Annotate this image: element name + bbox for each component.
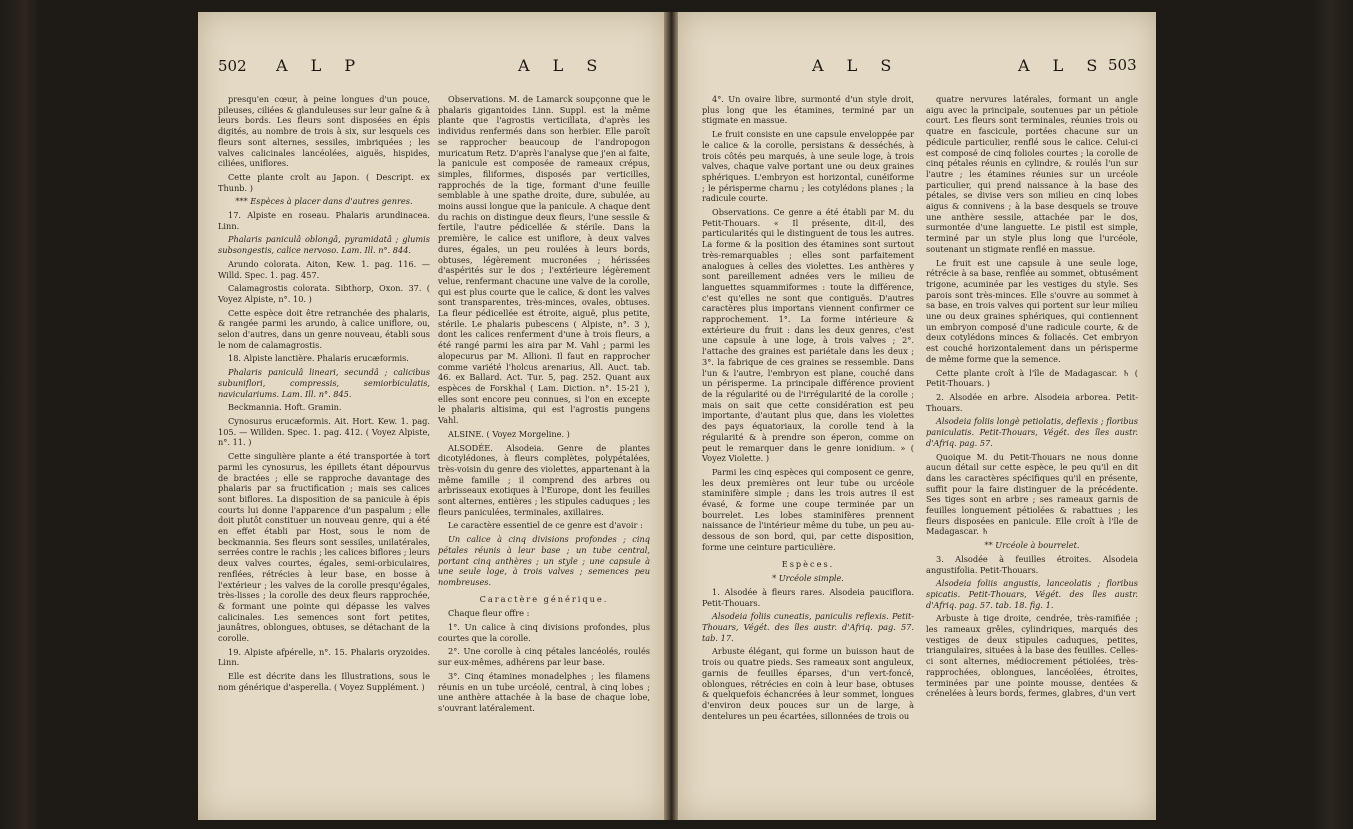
right-head-word-2: A L S xyxy=(1018,56,1107,75)
section-subheading: *** Espèces à placer dans d'autres genres. xyxy=(235,196,413,207)
paragraph: Cette plante croît à l'île de Madagascar. ♄ ( Petit-Thouars. ) xyxy=(926,367,1138,389)
paragraph: Parmi les cinq espèces qui composent ce genre, les deux premières ont leur tube ou urcéole staminifère simple ; dans les trois autres il est évasé, & forme une coupe terminée par un bourrelet. Les lobes staminifères prennent naissance de l'intérieur même du tube, un peu au-dessous de son bord, qui, par cette disposition, forme une ceinture particulière. xyxy=(702,466,914,552)
right-column-2 xyxy=(926,94,1138,702)
paragraph: ALSODÉE. Alsodeia. Genre de plantes dicotylédones, à fleurs complètes, polypétalées, très-voisin du genre des violettes, appartenant à la même famille ; il comprend des arbres ou arbrisseaux exotiques à l'Europe, dont les feuilles sont alternes, entières ; les stipules caduques ; les fleurs paniculées, terminales, axillaires. xyxy=(438,442,650,517)
paragraph: Calamagrostis colorata. Sibthorp, Oxon. 37. ( Voyez Alpiste, n°. 10. ) xyxy=(218,283,430,304)
left-page xyxy=(198,12,664,820)
paragraph: Phalaris paniculâ lineari, secundâ ; calicibus subuniflori, compressis, semiorbiculatis, naviculariums. Lam. Ill. n°. 845. xyxy=(218,367,430,399)
section-subheading: * Urcéole simple. xyxy=(772,573,844,584)
left-head-word-1: A L P xyxy=(276,56,365,75)
paragraph: Alsodeia foliis longè petiolatis, deflexis ; floribus paniculatis. Petit-Thouars, Végét. des îles austr. d'Afriq. pag. 57. xyxy=(926,416,1138,448)
paragraph: 2°. Une corolle à cinq pétales lancéolés, roulés sur eux-mêmes, adhérens par leur base. xyxy=(438,646,650,668)
right-head-word-1: A L S xyxy=(812,56,901,75)
left-column-2 xyxy=(438,94,650,717)
paragraph: 4°. Un ovaire libre, surmonté d'un style droit, plus long que les étamines, terminé par un stigmate en massue. xyxy=(702,94,914,126)
paragraph: Chaque fleur offre : xyxy=(448,608,530,619)
left-head-word-2: A L S xyxy=(518,56,607,75)
paragraph: Observations. Ce genre a été établi par M. du Petit-Thouars. « Il présente, dit-il, des particularités qui le distinguent de tous les autres. La forme & la position des étamines sont surtout très-remarquables ; elles sont parfaitement analogues à celles des violettes. Les anthères y sont pareillement adnées vers le milieu de languettes squammiformes : toute la différence, c'est qu'elles ne sont que contiguës. D'autres caractères plus importans viennent confirmer ce rapprochement. 1°. La forme intérieure & extérieure du fruit : dans les deux genres, c'est une capsule à une loge, à trois valves ; 2°. l'attache des graines est pariétale dans les deux ; 3°. la fabrique de ces graines se ressemble. Dans l'un & l'autre, l'embryon est plane, couché dans un périsperme. La principale différence provient de la régularité ou de l'irrégularité de la corolle ; mais on sait que cette considération est peu importante, d'autant plus que, dans les violettes des pays équatoriaux, la corolle tend à la régularité & à prendre son éperon, comme on peut le remarquer dans le genre ionidium. » ( Voyez Violette. ) xyxy=(702,207,914,464)
paragraph: Cette plante croît au Japon. ( Descript. ex Thunb. ) xyxy=(218,171,430,193)
paragraph: Arundo colorata. Aiton, Kew. 1. pag. 116. — Willd. Spec. 1. pag. 457. xyxy=(218,258,430,280)
paragraph: Cette singulière plante a été transportée à tort parmi les cynosurus, les épillets étant dépourvus de bractées ; elle se rapproche davantage des phalaris par sa fructification ; mais ses calices sont biflores. La disposition de sa panicule à épis courts lui donne l'apparence d'un paspalum ; elle doit plutôt constituer un nouveau genre, qui a été en effet établi par Host, sous le nom de beckmannia. Ses fleurs sont sessiles, unilatérales, serrées contre le rachis ; les calices biflores ; leurs deux valves courtes, égales, semi-orbiculaires, renflées, rétrécies à leur base, en bosse à l'extérieur ; les valves de la corolle presqu'égales, très-lisses ; la corolle des deux fleurs rapprochée, & formant une pointe qui dépasse les valves calicinales. Les semences sont fort petites, jaunâtres, oblongues, obtuses, se détachant de la corolle. xyxy=(218,451,430,644)
right-column-1 xyxy=(702,94,914,724)
right-page-number: 503 xyxy=(1108,56,1137,74)
paragraph: 3°. Cinq étamines monadelphes ; les filamens réunis en un tube urcéolé, central, à cinq lobes ; une anthère attachée à la base de chaque lobe, s'ouvrant latéralement. xyxy=(438,670,650,713)
paragraph: Un calice à cinq divisions profondes ; cinq pétales réunis à leur base ; un tube central, portant cinq anthères ; un style ; une capsule à une seule loge, à trois valves ; semences peu nombreuses. xyxy=(438,534,650,587)
book-gutter xyxy=(664,12,678,820)
paragraph: Alsodeia foliis cuneatis, paniculis reflexis. Petit-Thouars, Végét. des îles austr. d'Afriq. pag. 57. tab. 17. xyxy=(702,611,914,643)
paragraph: Quoique M. du Petit-Thouars ne nous donne aucun détail sur cette espèce, le peu qu'il en dit dans les caractères spécifiques qu'il en présente, suffit pour la faire distinguer de la précédente. Ses tiges sont en arbre ; ses rameaux garnis de feuilles longuement pétiolées & rabattues ; les fleurs disposées en panicule. Elle croît à l'île de Madagascar. ♄ xyxy=(926,451,1138,537)
paragraph: Beckmannia. Hoft. Gramin. xyxy=(228,402,342,413)
left-running-head xyxy=(218,56,648,84)
paragraph: quatre nervures latérales, formant un angle aigu avec la principale, soutenues par un pétiole court. Les fleurs sont terminales, réunies trois ou quatre en fascicule, portées chacune sur un pédicule particulier, renflé sous le calice. Celui-ci est composé de cinq folioles courtes ; la corolle de cinq pétales réunis en cylindre, & roulés l'un sur l'autre ; les étamines réunies sur un urcéole particulier, qui prend naissance à la base des pétales, se divise vers son milieu en cinq lobes aigus & connivens ; à la base desquels se trouve une anthère sessile, attachée par le dos, surmontée d'une languette. Le pistil est simple, terminé par un style plus long que l'urcéole, soutenant un stigmate renflé en massue. xyxy=(926,94,1138,254)
paragraph: Cynosurus erucæformis. Ait. Hort. Kew. 1. pag. 105. — Willden. Spec. 1. pag. 412. ( Voyez Alpiste, n°. 11. ) xyxy=(218,415,430,448)
paragraph: Alsodeia foliis angustis, lanceolatis ; floribus spicatis. Petit-Thouars, Végét. des îles austr. d'Afriq. pag. 57. tab. 18. fig. 1. xyxy=(926,578,1138,610)
paragraph: Phalaris paniculâ oblongâ, pyramidatâ ; glumis subsongestis, calice nervoso. Lam. Ill. n°. 844. xyxy=(218,234,430,256)
paragraph: 2. Alsodée en arbre. Alsodeia arborea. Petit-Thouars. xyxy=(926,391,1138,413)
paragraph: 1°. Un calice à cinq divisions profondes, plus courtes que la corolle. xyxy=(438,622,650,643)
paragraph: Le caractère essentiel de ce genre est d'avoir : xyxy=(448,520,643,531)
paragraph: Arbuste élégant, qui forme un buisson haut de trois ou quatre pieds. Ses rameaux sont anguleux, garnis de feuilles éparses, d'un vert-foncé, oblongues, rétrécies en coin à leur base, obtuses & quelquefois échancrées à leur sommet, longues d'environ deux pouces sur un de large, à dentelures un peu écartées, sillonnées de trois ou xyxy=(702,646,914,721)
paragraph: 3. Alsodée à feuilles étroites. Alsodeia angustifolia. Petit-Thouars. xyxy=(926,553,1138,575)
paragraph: Observations. M. de Lamarck soupçonne que le phalaris gigantoides Linn. Suppl. est la même plante que l'agrostis verticillata, d'après les individus renfermés dans son herbier. Elle paroît se rapprocher beaucoup de l'andropogon muricatum Retz. D'après l'analyse que j'en ai faite, la panicule est composée de rameaux crépus, simples, filiformes, disposés par verticilles, rapprochés de la tige, formant d'une feuille semblable à une spathe droite, dure, subulée, au moins aussi longue que la panicule. A chaque dent du rachis on distingue deux fleurs, l'une sessile & fertile, l'autre pédicellée & stérile. Dans la première, le calice est uniflore, à deux valves dures, égales, un peu roulées à leurs bords, obtuses, légèrement mucronées ; hérissées d'aspérités sur le dos ; l'extérieure légèrement velue, renfermant chacune une valve de la corolle, qui est plus courte que le calice, & dont les valves sont transparentes, très-minces, ovales, obtuses. La fleur pédicellée est étroite, aiguë, plus petite, stérile. Le phalaris pubescens ( Alpiste, n°. 3 ), dont les calices renferment d'une à trois fleurs, a été rangé parmi les aira par M. Vahl ; parmi les alopecurus par M. Allioni. Il faut en rapprocher comme variété l'holcus arenarius, All. Auct. tab. 46. ex Ballard. Act. Tur. 5, pag. 252. Quant aux espèces de Forskhal ( Lam. Diction. n°. 15-21 ), elles sont encore peu connues, si l'on en excepte le phalaris altisima, qui est l'agrostis pungens Vahl. xyxy=(438,94,650,426)
left-page-number: 502 xyxy=(218,57,247,75)
right-page xyxy=(678,12,1156,820)
paragraph: 19. Alpiste afpérelle, n°. 15. Phalaris oryzoides. Linn. xyxy=(218,646,430,668)
paragraph: Le fruit consiste en une capsule enveloppée par le calice & la corolle, persistans & desséchés, à trois côtés peu marqués, à une seule loge, à trois valves, chaque valve portant une ou deux graines sphériques. L'embryon est horizontal, cunéiforme ; le périsperme charnu ; les cotylédons planes ; la radicule courte. xyxy=(702,129,914,204)
paragraph: 17. Alpiste en roseau. Phalaris arundinacea. Linn. xyxy=(218,210,430,231)
paragraph: Le fruit est une capsule à une seule loge, rétrécie à sa base, renflée au sommet, obtusément trigone, acuminée par les vestiges du style. Ses parois sont très-minces. Elle s'ouvre au sommet à sa base, en trois valves qui portent sur leur milieu une ou deux graines sphériques, qui contiennent un embryon composé d'une radicule courte, & de deux cotylédons minces & foliacés. Cet embryon est couché horizontalement dans un périsperme de même forme que la semence. xyxy=(926,257,1138,364)
right-running-head xyxy=(702,56,1142,84)
paragraph: Arbuste à tige droite, cendrée, très-ramifiée ; les rameaux grêles, cylindriques, marqués des vestiges de deux stipules caduques, petites, triangulaires, situées à la base des feuilles. Celles-ci sont alternes, médiocrement pétiolées, très-rapprochées, oblongues, lancéolées, étroites, terminées par une pointe mousse, dentées & crénelées à leurs bords, fermes, glabres, d'un vert xyxy=(926,613,1138,699)
paragraph: ALSINE. ( Voyez Morgeline. ) xyxy=(448,428,570,439)
paragraph: Cette espèce doit être retranchée des phalaris, & rangée parmi les arundo, à calice uniflore, ou, selon d'autres, dans un genre nouveau, établi sous le nom de calamagrostis. xyxy=(218,307,430,350)
left-column-1 xyxy=(218,94,430,696)
paragraph: Elle est décrite dans les Illustrations, sous le nom générique d'asperella. ( Voyez Supplément. ) xyxy=(218,671,430,692)
paragraph: 1. Alsodée à fleurs rares. Alsodeia pauciflora. Petit-Thouars. xyxy=(702,586,914,608)
paragraph: 18. Alpiste lanctière. Phalaris erucæformis. xyxy=(228,353,409,364)
section-heading: Caractère générique. xyxy=(479,593,609,604)
paragraph: presqu'en cœur, à peine longues d'un pouce, pileuses, ciliées & glanduleuses sur leur gaîne & à leurs bords. Les fleurs sont disposées en épis digités, au nombre de trois à six, sur lesquels ces fleurs sont alternes, sessiles, imbriquées ; les valves calicinales lancéolées, aiguës, hispides, ciliées, uniflores. xyxy=(218,94,430,169)
section-subheading: ** Urcéole à bourrelet. xyxy=(984,540,1080,551)
section-heading: Espèces. xyxy=(781,558,835,569)
